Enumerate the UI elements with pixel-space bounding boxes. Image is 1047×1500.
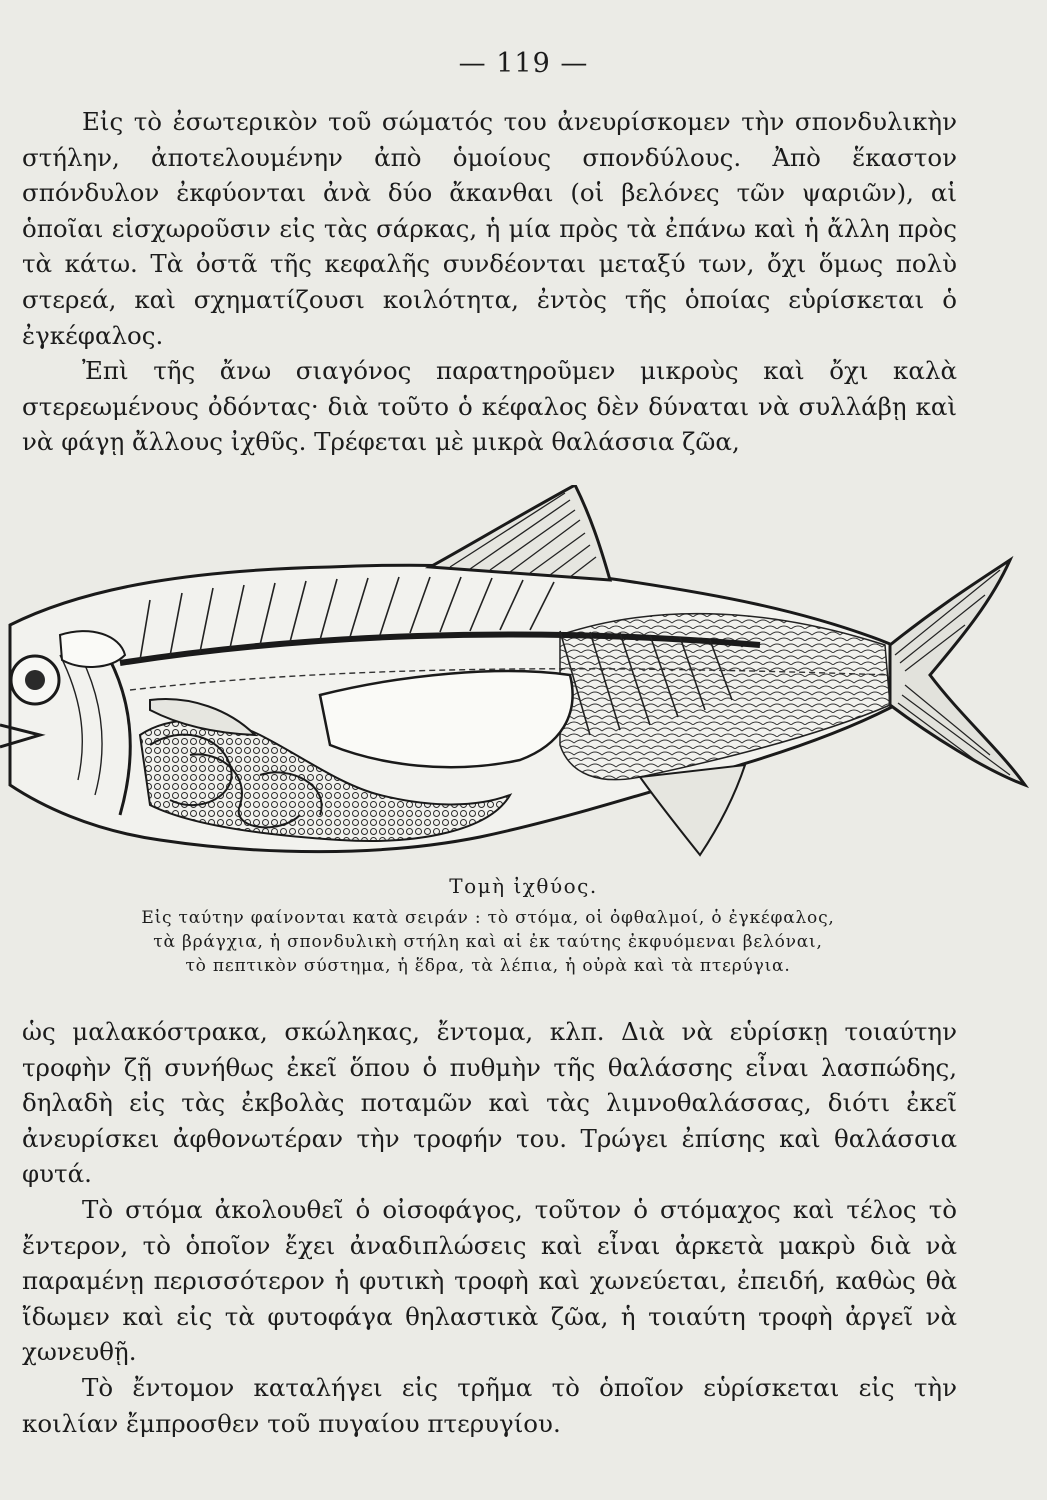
paragraph-digestion: Τὸ στόμα ἀκολουθεῖ ὁ οἰσοφάγος, τοῦτον ὁ στόμαχος καὶ τέλος τὸ ἔντερον, τὸ ὁποῖον ἔχει ἀναδιπλώσεις καὶ εἶναι ἀρκετὰ μακρὺ διὰ νὰ παραμένῃ περισσότερον ἡ φυτικὴ τροφὴ καὶ χωνεύεται, ἐπειδή, καθὼς θὰ ἴδωμεν καὶ εἰς τὰ φυτοφάγα θηλαστικὰ ζῶα, ἡ τοιαύτη τροφὴ ἀργεῖ νὰ χωνευθῇ. (22, 1194, 957, 1367)
bottom-text-block (22, 1014, 957, 1441)
paragraph-diet: ὡς μαλακόστρακα, σκώληκας, ἔντομα, κλπ. Διὰ νὰ εὑρίσκῃ τοιαύτην τροφὴν ζῇ συνήθως ἐκεῖ ὅπου ὁ πυθμὴν τῆς θαλάσσης εἶναι λασπώδης, δηλαδὴ εἰς τὰς ἐκβολὰς ποταμῶν καὶ τὰς λιμνοθαλάσσας, διότι ἐκεῖ ἀνευρίσκει ἀφθονωτέραν τὴν τροφήν του. Τρώγει ἐπίσης καὶ θαλάσσια φυτά. (22, 1017, 957, 1189)
figure-caption-title: Τομὴ ἰχθύος. (449, 874, 598, 898)
swim-bladder (320, 671, 573, 767)
page-number: — 119 — (458, 48, 589, 79)
caption-line: τὰ βράγχια, ἡ σπονδυλικὴ στήλη καὶ αἱ ἐκ ταύτης ἐκφυόμεναι βελόναι, (153, 932, 823, 952)
figure-caption-text (18, 906, 958, 978)
paragraph-intestine-end: Τὸ ἔντομον καταλήγει εἰς τρῆμα τὸ ὁποῖον εὑρίσκεται εἰς τὴν κοιλίαν ἔμπροσθεν τοῦ πυγαίου πτερυγίου. (22, 1372, 957, 1438)
top-text-block (22, 104, 957, 460)
fish-section-illustration (0, 485, 1047, 890)
caption-line: Εἰς ταύτην φαίνονται κατὰ σειράν : τὸ στόμα, οἱ ὀφθαλμοί, ὁ ἐγκέφαλος, (141, 908, 835, 928)
fish-drawing (0, 485, 1047, 890)
paragraph-teeth: Ἐπὶ τῆς ἄνω σιαγόνος παρατηροῦμεν μικροὺς καὶ ὄχι καλὰ στερεωμένους ὀδόντας· διὰ τοῦτο ὁ κέφαλος δὲν δύναται νὰ συλλάβῃ καὶ νὰ φάγῃ ἄλλους ἰχθῦς. Τρέφεται μὲ μικρὰ θαλάσσια ζῶα, (22, 356, 957, 457)
anal-fin (640, 765, 745, 855)
dorsal-fin (430, 485, 610, 580)
tail-fin (890, 560, 1025, 785)
caption-line: τὸ πεπτικὸν σύστημα, ἡ ἕδρα, τὰ λέπια, ἡ οὐρὰ καὶ τὰ πτερύγια. (185, 956, 791, 976)
paragraph-skeleton: Εἰς τὸ ἐσωτερικὸν τοῦ σώματός του ἀνευρίσκομεν τὴν σπονδυλικὴν στήλην, ἀποτελουμένην ἀπὸ ὁμοίους σπονδύλους. Ἀπὸ ἕκαστον σπόνδυλον ἐκφύονται ἀνὰ δύο ἄκανθαι (οἱ βελόνες τῶν ψαριῶν), αἱ ὁποῖαι εἰσχωροῦσιν εἰς τὰς σάρκας, ἡ μία πρὸς τὰ ἐπάνω καὶ ἡ ἄλλη πρὸς τὰ κάτω. Τὰ ὀστᾶ τῆς κεφαλῆς συνδέονται μεταξύ των, ὄχι ὅμως πολὺ στερεά, καὶ σχηματίζουσι κοιλότητα, ἐντὸς τῆς ὁποίας εὑρίσκεται ὁ ἐγκέφαλος. (22, 107, 957, 350)
